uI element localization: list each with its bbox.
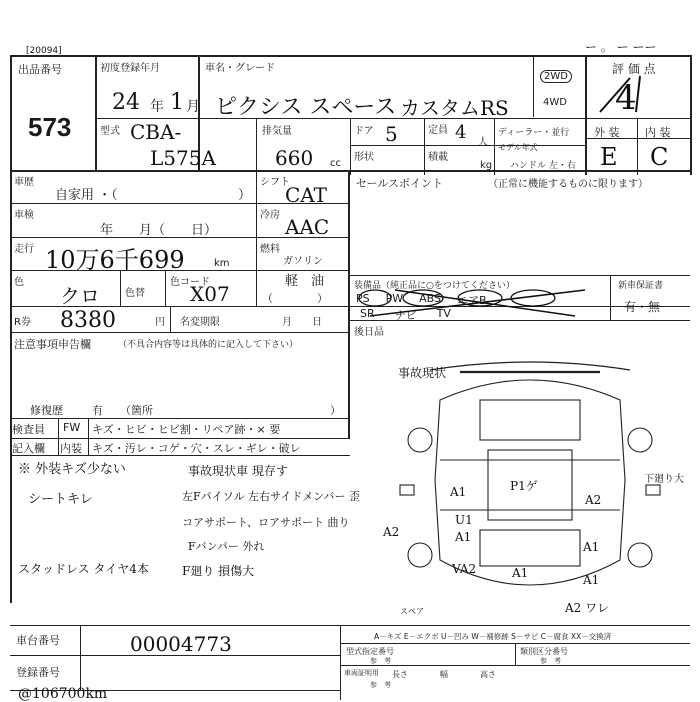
warranty-label: 新車保証書 bbox=[618, 281, 664, 291]
color-value: クロ bbox=[60, 284, 100, 308]
exterior-grade: E bbox=[600, 143, 618, 171]
diagram-mark: A1 bbox=[450, 485, 467, 499]
doors-label: ドア bbox=[354, 126, 374, 137]
history-label: 車歴 bbox=[14, 177, 34, 188]
handle-label: ハンドル 左・右 bbox=[510, 161, 576, 171]
year-char: 年 bbox=[150, 99, 164, 115]
model-label: 型式 bbox=[100, 126, 120, 137]
inspection-value: 年 月（ 日） bbox=[100, 223, 218, 238]
spec-box-1: 型式指定番号 bbox=[346, 647, 394, 656]
legend: A－キズ E－エクボ U－凹み W－補修跡 S－サビ C－腐食 XX－交換済 bbox=[374, 632, 612, 641]
diagram-mark: P1ゲ bbox=[510, 479, 538, 493]
diagram-mark: A1 bbox=[455, 530, 472, 544]
notes-label: 注意事項申告欄 bbox=[14, 338, 91, 351]
load-label: 積載 bbox=[428, 152, 448, 163]
shape-label: 形状 bbox=[354, 152, 374, 163]
model-line2: L575A bbox=[150, 146, 216, 170]
model-line1: CBA- bbox=[130, 120, 182, 144]
history-value: 自家用 ・（ bbox=[55, 188, 118, 203]
equipment-item-1: PW bbox=[385, 292, 404, 305]
hw-remark-4: Fバンパー 外れ bbox=[188, 540, 265, 553]
shift-value: CAT bbox=[285, 183, 327, 207]
spec-ref-2: 参 考 bbox=[540, 657, 561, 665]
displacement-label: 排気量 bbox=[262, 126, 292, 137]
notes-sub: （不具合内容等は具体的に記入して下さい） bbox=[118, 340, 299, 350]
diagram-mark: A2 bbox=[585, 493, 602, 507]
color-code-value: X07 bbox=[190, 282, 230, 306]
rating-score: 4 bbox=[615, 78, 637, 118]
cooler-label: 冷房 bbox=[260, 210, 280, 221]
spec-ref-1: 参 考 bbox=[370, 657, 391, 665]
fuel-diesel: 軽 油 bbox=[285, 274, 325, 289]
fuel-label: 燃料 bbox=[260, 244, 280, 255]
fuel-paren: （ ） bbox=[262, 292, 328, 305]
diagram-mark: A2 ワレ bbox=[565, 601, 610, 615]
load-unit: kg bbox=[480, 160, 493, 171]
repair-value: 有 bbox=[92, 404, 103, 417]
interior-grade: C bbox=[650, 143, 669, 171]
capacity-value: 4 bbox=[455, 122, 467, 143]
capacity-label: 定員 bbox=[428, 125, 448, 136]
shift-label: シフト bbox=[260, 177, 290, 188]
recycle-label: R券 bbox=[14, 317, 31, 328]
repair-location: （箇所 bbox=[120, 404, 153, 417]
dims: 長さ 幅 高さ bbox=[392, 670, 496, 679]
equipment-item-0: PS bbox=[356, 292, 370, 305]
repair-label: 修復歴 bbox=[30, 404, 63, 417]
aftermarket-label: 後日品 bbox=[354, 327, 384, 338]
inspector-label-2: 記入欄 bbox=[12, 442, 45, 455]
repair-close: ） bbox=[330, 404, 341, 417]
diagram-mark: U1 bbox=[455, 513, 473, 527]
sales-points-note: （正常に機能するものに限ります） bbox=[488, 179, 648, 190]
first-reg-label: 初度登録年月 bbox=[100, 63, 160, 74]
drive-4wd: 4WD bbox=[543, 97, 567, 108]
vehicle-name: ピクシス スペース bbox=[215, 95, 397, 120]
fw-items: キズ・ヒビ・ヒビ割・リペア跡・× 要 bbox=[92, 423, 281, 436]
chassis-label: 車台番号 bbox=[16, 634, 60, 647]
mileage-unit: km bbox=[214, 258, 230, 269]
diagram-mark: A1 bbox=[583, 540, 600, 554]
hw-left-1: ※ 外装キズ少ない bbox=[18, 462, 126, 477]
hw-remark-1: 事故現状車 現存す bbox=[188, 464, 288, 478]
interior-label: 内 装 bbox=[645, 126, 671, 139]
equipment-item-r2-0: SR bbox=[360, 307, 375, 320]
interior-inspect-label: 内装 bbox=[60, 442, 82, 455]
diagram-mark: A1 bbox=[512, 566, 529, 580]
top-right-stamp: ー 。 ー ーー bbox=[585, 40, 657, 54]
lot-code: [20094] bbox=[26, 46, 62, 56]
diagram-mark: A2 bbox=[383, 525, 400, 539]
displacement-unit: cc bbox=[330, 158, 341, 169]
hw-remark-5: F廻り 損傷大 bbox=[182, 564, 255, 578]
doors-value: 5 bbox=[385, 122, 398, 146]
rating-title: 評 価 点 bbox=[612, 62, 656, 76]
dealer-label: ディーラー・並行 bbox=[498, 128, 570, 138]
hw-left-2: シートキレ bbox=[28, 492, 93, 507]
interior-inspect-items: キズ・汚レ・コゲ・穴・スレ・ギレ・破レ bbox=[92, 442, 301, 455]
fw-label: FW bbox=[63, 421, 81, 434]
vehicle-grade: カスタムRS bbox=[400, 96, 509, 120]
title-deadline-label: 名変期限 bbox=[180, 317, 220, 328]
color-change-label: 色替 bbox=[125, 288, 145, 299]
diagram-right-note: 下廻り大 bbox=[644, 474, 684, 485]
first-reg-year: 24 bbox=[112, 90, 140, 115]
first-reg-month: 1 bbox=[170, 90, 184, 115]
color-label: 色 bbox=[14, 277, 24, 288]
reg-label: 登録番号 bbox=[16, 666, 60, 679]
hw-remark-2: 左Fパイソル 左右サイドメンバー 歪 bbox=[182, 490, 360, 503]
mileage-value: 10万6千699 bbox=[45, 246, 185, 274]
inspector-label-1: 検査員 bbox=[12, 423, 45, 436]
model-year-label: モデル年式 bbox=[498, 143, 538, 152]
fuel-gas: ガソリン bbox=[283, 256, 323, 267]
inspection-label: 車検 bbox=[14, 210, 34, 221]
equipment-item-r2-1: ナビ bbox=[394, 309, 417, 322]
equipment-item-2: ABS bbox=[419, 292, 442, 305]
diagram-top-note: 事故現状 bbox=[398, 366, 447, 380]
diagram-spare-note: スペア bbox=[400, 607, 424, 616]
equipment-strike-marks bbox=[355, 286, 595, 320]
recycle-value: 8380 bbox=[60, 308, 116, 333]
cooler-value: AAC bbox=[285, 215, 330, 239]
title-deadline-value: 月 日 bbox=[282, 317, 322, 328]
sales-points-label: セールスポイント bbox=[356, 177, 444, 190]
month-char: 月 bbox=[186, 99, 200, 115]
dims-label: 車両証明用 bbox=[344, 669, 379, 677]
mileage-label: 走行 bbox=[14, 244, 34, 255]
equipment-label: 装備品（純正品に○をつけてください） bbox=[354, 281, 515, 291]
dims-ref: 参 考 bbox=[370, 681, 391, 689]
exterior-label: 外 装 bbox=[594, 126, 620, 139]
diagram-mark: A1 bbox=[583, 573, 600, 587]
hw-left-3: スタッドレス タイヤ4本 bbox=[18, 562, 149, 576]
chassis-value: 00004773 bbox=[130, 632, 232, 656]
name-grade-label: 車名・グレード bbox=[205, 63, 275, 74]
spec-box-2: 類別区分番号 bbox=[520, 647, 568, 656]
diagram-mark: VA2 bbox=[452, 562, 477, 576]
equipment-item-r2-2: TV bbox=[436, 307, 451, 320]
color-code-label: 色コード bbox=[170, 277, 210, 288]
hw-remark-3: コアサポート、ロアサポート 曲り bbox=[182, 516, 350, 529]
capacity-unit: 人 bbox=[478, 137, 488, 148]
drive-2wd: 2WD bbox=[540, 70, 572, 83]
lot-number: 573 bbox=[28, 112, 72, 142]
lot-label: 出品番号 bbox=[18, 63, 62, 76]
recycle-unit: 円 bbox=[155, 317, 165, 328]
rating-slash-mark bbox=[590, 72, 680, 118]
equipment-item-3: エアB bbox=[457, 294, 487, 307]
warranty-value: 有・無 bbox=[624, 300, 661, 314]
bottom-scrawl: @106700km bbox=[18, 686, 108, 702]
history-close: ） bbox=[238, 188, 252, 203]
displacement-value: 660 bbox=[275, 146, 314, 170]
